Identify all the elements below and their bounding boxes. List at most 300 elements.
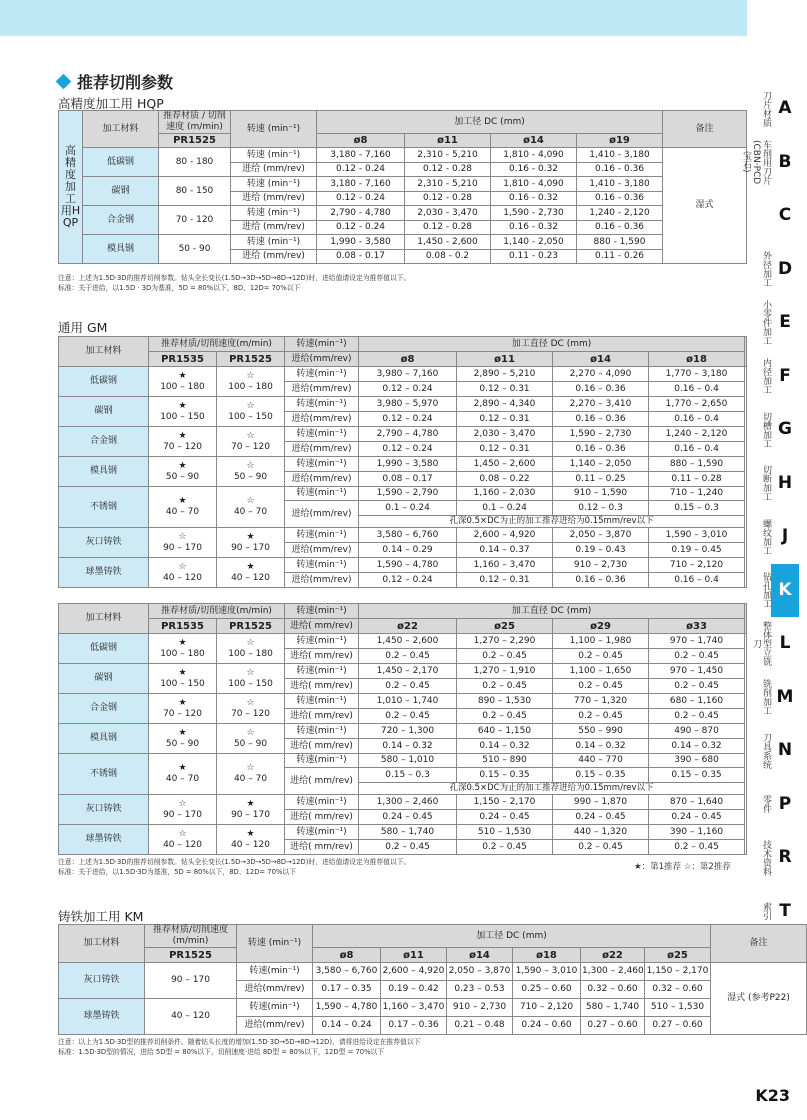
deep-hole-note: 孔深0.5×DC为止的加工推荐进给为0.15mm/rev以下: [359, 783, 745, 795]
speed-value: 1,450 – 2,600: [359, 634, 457, 649]
speed-value: 580 – 1,010: [359, 754, 457, 768]
grade2-cell: [217, 397, 285, 427]
chapter-tab-b[interactable]: [741, 136, 800, 189]
top-banner: [0, 0, 747, 36]
header-recommend: 推荐材质/切削速度 (m/min): [145, 925, 237, 948]
speed-value: 2,600 – 4,920: [457, 528, 553, 543]
material-cell: 灰口铸铁: [59, 528, 149, 558]
grade2-cell: [217, 634, 285, 664]
speed-value: 1,410 - 3,180: [577, 177, 663, 192]
chapter-tab-h[interactable]: [747, 457, 800, 510]
speed-value: 440 – 1,320: [553, 825, 649, 840]
speed-value: 1,100 – 1,980: [553, 634, 649, 649]
chapter-tab-label: 车削用刀片 (CBN·PCD 宝石): [741, 139, 771, 185]
material-cell: 模具钢: [83, 235, 159, 264]
speed-value: 1,450 – 2,600: [457, 457, 553, 472]
chapter-tab-label: 切槽加工: [761, 411, 771, 448]
feed-value: 0.16 – 0.36: [553, 412, 649, 427]
table-row: [59, 177, 747, 192]
table-row: [59, 724, 747, 739]
table-row: [59, 206, 747, 221]
cutting-speed: 90 – 170: [163, 809, 202, 820]
chapter-tab-p[interactable]: [747, 778, 800, 831]
feed-value: 0.12 – 0.24: [359, 573, 457, 588]
chapter-tab-label: 刀具系统: [761, 732, 771, 769]
table-row: [59, 111, 747, 134]
chapter-tab-d[interactable]: [747, 243, 800, 296]
grade-header: PR1525: [217, 352, 285, 367]
feed-value: 0.2 – 0.45: [359, 840, 457, 855]
feed-value: 0.16 - 0.36: [577, 192, 663, 206]
recommend-star-icon: ☆: [178, 828, 187, 839]
speed-value: 550 – 990: [553, 724, 649, 739]
cutting-speed: 50 – 90: [233, 471, 268, 482]
speed-value: 580 – 1,740: [581, 999, 645, 1017]
feed-label: 进给 (mm/rev): [231, 163, 317, 177]
feed-value: 0.2 – 0.45: [553, 679, 649, 694]
diameter-header: ø18: [649, 352, 745, 367]
chapter-tab-letter: A: [778, 98, 792, 118]
feed-label: 进给( mm/rev): [285, 768, 359, 795]
chapter-tab-label: 技术资料: [761, 839, 771, 876]
speed-value: 390 – 680: [649, 754, 745, 768]
speed-label: 转速(min⁻¹): [285, 427, 359, 442]
speed-label: 转速(min⁻¹): [285, 487, 359, 501]
recommend-star-icon: ★: [178, 727, 187, 738]
chapter-tab-letter: R: [778, 847, 792, 867]
cutting-speed: 100 – 150: [160, 678, 205, 689]
recommend-star-icon: ★: [178, 370, 187, 381]
chapter-tab-g[interactable]: [747, 403, 800, 456]
grade1-cell: [149, 634, 217, 664]
feed-value: 0.12 – 0.3: [553, 501, 649, 516]
grade2-cell: [217, 528, 285, 558]
header-feed: 进给(mm/rev): [285, 352, 359, 367]
cutting-speed: 100 – 150: [228, 411, 273, 422]
feed-label: 进给(mm/rev): [285, 412, 359, 427]
feed-value: 0.14 – 0.32: [649, 739, 745, 754]
feed-value: 0.12 – 0.31: [457, 382, 553, 397]
grade2-cell: [217, 694, 285, 724]
table-row: [59, 948, 807, 963]
speed-value: 970 – 1,740: [649, 634, 745, 649]
header-speed: 转速(min⁻¹): [285, 337, 359, 352]
speed-value: 1,150 – 2,170: [457, 795, 553, 810]
speed-value: 1,990 – 3,580: [359, 457, 457, 472]
feed-label: 进给( mm/rev): [285, 840, 359, 855]
speed-value: 880 - 1,590: [577, 235, 663, 250]
cutting-speed: 70 – 120: [163, 441, 202, 452]
km-table: [58, 924, 807, 1035]
grade1-cell: [149, 397, 217, 427]
chapter-tab-letter: T: [779, 900, 791, 921]
chapter-tab-r[interactable]: [747, 831, 800, 884]
grade-header: PR1525: [159, 134, 231, 148]
feed-value: 0.2 – 0.45: [359, 709, 457, 724]
speed-value: 1,590 – 4,780: [359, 558, 457, 573]
feed-value: 0.12 – 0.31: [457, 442, 553, 457]
header-material: 加工材料: [59, 604, 149, 634]
table-row: [59, 795, 747, 810]
feed-value: 0.16 – 0.36: [553, 382, 649, 397]
speed-value: 2,030 – 3,470: [457, 427, 553, 442]
speed-label: 转速(min⁻¹): [285, 754, 359, 768]
speed-value: 1,810 - 4,090: [491, 148, 577, 163]
cutting-speed: 40 – 70: [165, 507, 200, 517]
table-row: [59, 352, 747, 367]
header-feed: 进给( mm/rev): [285, 619, 359, 634]
speed-label: 转速(min⁻¹): [285, 397, 359, 412]
grade1-cell: [149, 825, 217, 855]
chapter-tab-label: 内径加工: [761, 358, 771, 394]
material-cell: 合金钢: [59, 427, 149, 457]
feed-label: 进给( mm/rev): [285, 649, 359, 664]
recommend-star-icon: ☆: [178, 531, 187, 542]
cutting-speed: 50 – 90: [233, 738, 268, 749]
feed-value: 0.14 – 0.37: [457, 543, 553, 558]
header-speed: 转速 (min⁻¹): [237, 925, 313, 963]
recommend-star-icon: ★: [178, 430, 187, 441]
recommend-star-icon: ☆: [178, 798, 187, 809]
feed-value: 0.19 – 0.42: [381, 981, 447, 999]
speed-value: 1,160 – 3,470: [457, 558, 553, 573]
chapter-tab-j[interactable]: [747, 510, 800, 563]
feed-value: 0.23 – 0.53: [447, 981, 513, 999]
hqp-table: [58, 110, 747, 264]
feed-value: 0.11 – 0.25: [553, 472, 649, 487]
recommend-star-icon: ☆: [246, 727, 255, 738]
speed-value: 710 – 1,240: [649, 487, 745, 501]
grade1-cell: [149, 427, 217, 457]
speed-value: 510 – 1,530: [645, 999, 711, 1017]
speed-value: 2,790 – 4,780: [359, 427, 457, 442]
feed-label: 进给(mm/rev): [285, 543, 359, 558]
speed-value: 890 – 1,530: [457, 694, 553, 709]
speed-value: 870 – 1,640: [649, 795, 745, 810]
grade1-cell: [149, 694, 217, 724]
speed-value: 2,270 – 3,410: [553, 397, 649, 412]
speed-value: 2,890 – 5,210: [457, 367, 553, 382]
t4-note2: 标准：1.5D·3D型的情况，进给 5D型 = 80%以下，切削速度·进给 8D型 = 80%以下，12D型 = 70%以下: [58, 1048, 385, 1056]
speed-value: 1,270 – 1,910: [457, 664, 553, 679]
header-diameter: 加工直径 DC (mm): [359, 337, 745, 352]
feed-value: 0.11 - 0.23: [491, 250, 577, 264]
speed-value: 1,990 - 3,580: [317, 235, 405, 250]
diameter-header: ø11: [457, 352, 553, 367]
feed-value: 0.11 - 0.26: [577, 250, 663, 264]
feed-value: 0.15 – 0.3: [649, 501, 745, 516]
grade2-cell: [217, 457, 285, 487]
feed-value: 0.16 – 0.36: [553, 442, 649, 457]
diameter-header: ø14: [447, 948, 513, 963]
grade-header: PR1535: [149, 352, 217, 367]
speed-value: 1,590 – 3,010: [649, 528, 745, 543]
cutting-speed: 100 – 150: [160, 411, 205, 422]
speed-label: 转速(min⁻¹): [237, 963, 313, 981]
cutting-speed: 90 – 170: [231, 542, 270, 553]
feed-label: 进给(mm/rev): [285, 573, 359, 588]
grade1-cell: [149, 367, 217, 397]
feed-value: 0.2 – 0.45: [553, 709, 649, 724]
grade2-cell: [217, 367, 285, 397]
speed-label: 转速 (min⁻¹): [231, 206, 317, 221]
chapter-tab-label: 螺纹加工: [761, 518, 771, 555]
feed-value: 0.32 – 0.60: [645, 981, 711, 999]
speed-value: 1,770 – 2,650: [649, 397, 745, 412]
header-diameter: 加工直径 DC (mm): [359, 604, 745, 619]
diameter-header: ø33: [649, 619, 745, 634]
diameter-header: ø8: [313, 948, 381, 963]
diameter-header: ø8: [359, 352, 457, 367]
feed-value: 0.21 – 0.48: [447, 1017, 513, 1035]
chapter-tab-letter: M: [776, 686, 794, 707]
speed-value: 680 – 1,160: [649, 694, 745, 709]
chapter-tab-letter: H: [777, 472, 793, 493]
feed-value: 0.24 – 0.60: [513, 1017, 581, 1035]
feed-value: 0.32 – 0.60: [581, 981, 645, 999]
cutting-speed: 40 – 120: [163, 839, 202, 850]
chapter-tab-m[interactable]: [747, 671, 800, 724]
diameter-header: ø11: [381, 948, 447, 963]
feed-value: 0.17 – 0.36: [381, 1017, 447, 1035]
speed-label: 转速(min⁻¹): [285, 528, 359, 543]
t1-subtitle: 高精度加工用 HQP: [58, 96, 164, 111]
cutting-speed: 100 – 180: [160, 648, 205, 659]
header-recommend: 推荐材质/切削速度(m/min): [149, 604, 285, 619]
table-row: [59, 427, 747, 442]
material-cell: 灰口铸铁: [59, 963, 145, 999]
feed-value: 0.12 - 0.24: [317, 163, 405, 177]
feed-value: 0.2 – 0.45: [649, 679, 745, 694]
chapter-tab-letter: G: [778, 419, 792, 439]
chapter-tab-n[interactable]: [747, 724, 800, 777]
speed-value: 580 – 1,740: [359, 825, 457, 840]
feed-label: 进给(mm/rev): [285, 382, 359, 397]
header-material: 加工材料: [59, 337, 149, 367]
speed-value: 3,580 – 6,760: [313, 963, 381, 981]
feed-value: 0.11 – 0.28: [649, 472, 745, 487]
speed-value: 1,450 - 2,600: [405, 235, 491, 250]
chapter-tab-f[interactable]: [747, 350, 800, 403]
grade1-cell: [149, 754, 217, 795]
feed-value: 0.2 – 0.45: [649, 840, 745, 855]
feed-value: 0.25 – 0.60: [513, 981, 581, 999]
speed-value: 1,140 – 2,050: [553, 457, 649, 472]
chapter-tab-letter: K: [771, 564, 799, 617]
chapter-tab-letter: D: [777, 258, 793, 279]
cutting-speed-cell: 50 - 90: [159, 235, 231, 264]
feed-value: 0.16 – 0.36: [553, 573, 649, 588]
recommend-star-icon: ★: [246, 828, 255, 839]
cutting-speed-cell: 90 – 170: [145, 963, 237, 999]
chapter-tab-k[interactable]: [747, 564, 800, 617]
grade2-cell: [217, 427, 285, 457]
feed-value: 0.24 – 0.45: [649, 810, 745, 825]
chapter-tab-letter: C: [778, 205, 792, 225]
grade2-cell: [217, 825, 285, 855]
speed-label: 转速(min⁻¹): [285, 795, 359, 810]
material-cell: 球墨铸铁: [59, 999, 145, 1035]
table-row: [59, 457, 747, 472]
vertical-label: 高精度加工用HQP: [59, 111, 83, 264]
chapter-tab-letter: L: [779, 633, 791, 653]
cutting-speed: 90 – 170: [231, 809, 270, 820]
feed-value: 0.14 – 0.29: [359, 543, 457, 558]
speed-value: 3,180 - 7,160: [317, 177, 405, 192]
feed-value: 0.16 - 0.32: [491, 163, 577, 177]
table-row: [59, 634, 747, 649]
cutting-speed: 40 – 120: [231, 572, 270, 583]
speed-value: 2,310 - 5,210: [405, 177, 491, 192]
cutting-speed-cell: 80 - 150: [159, 177, 231, 206]
chapter-tab-letter: E: [779, 312, 791, 332]
speed-value: 910 – 1,590: [553, 487, 649, 501]
grade1-cell: [149, 724, 217, 754]
header-material: 加工材料: [83, 111, 159, 148]
chapter-tab-label: 索引: [761, 902, 771, 920]
speed-label: 转速 (min⁻¹): [231, 235, 317, 250]
speed-value: 1,160 – 3,470: [381, 999, 447, 1017]
feed-value: 0.2 – 0.45: [553, 649, 649, 664]
feed-label: 进给 (mm/rev): [231, 250, 317, 264]
feed-value: 0.2 – 0.45: [457, 709, 553, 724]
cutting-speed-cell: 40 – 120: [145, 999, 237, 1035]
feed-value: 0.16 - 0.32: [491, 221, 577, 235]
speed-label: 转速(min⁻¹): [237, 999, 313, 1017]
chapter-tab-letter: P: [778, 793, 792, 814]
chapter-tab-letter: B: [778, 151, 792, 172]
diameter-header: ø19: [577, 134, 663, 148]
speed-value: 720 – 1,300: [359, 724, 457, 739]
chapter-tab-label: 整体型立铣刀: [751, 621, 771, 666]
speed-value: 510 – 890: [457, 754, 553, 768]
diameter-header: ø14: [553, 352, 649, 367]
feed-value: 0.14 – 0.32: [359, 739, 457, 754]
header-remark: 备注: [711, 925, 807, 963]
feed-value: 0.19 – 0.43: [553, 543, 649, 558]
recommend-star-icon: ★: [178, 460, 187, 471]
chapter-tab-t[interactable]: [747, 885, 800, 938]
header-speed: 转速 (min⁻¹): [231, 111, 317, 148]
page-number: K23: [755, 1086, 790, 1105]
cutting-speed: 100 – 180: [228, 381, 273, 392]
cutting-speed: 90 – 170: [163, 542, 202, 553]
feed-value: 0.12 - 0.24: [317, 192, 405, 206]
cutting-speed: 100 – 180: [160, 381, 205, 392]
remark-cell: 湿式: [663, 148, 747, 264]
section-title: [58, 70, 173, 93]
feed-value: 0.12 – 0.24: [359, 382, 457, 397]
deep-hole-note: 孔深0.5×DC为止的加工推荐进给为0.15mm/rev以下: [359, 516, 745, 528]
t4-notes: [58, 1037, 420, 1057]
speed-label: 转速 (min⁻¹): [231, 148, 317, 163]
speed-value: 3,180 - 7,160: [317, 148, 405, 163]
speed-value: 1,810 - 4,090: [491, 177, 577, 192]
table-row: [59, 487, 747, 501]
chapter-tab-e[interactable]: [747, 296, 800, 349]
chapter-tab-l[interactable]: [747, 617, 800, 670]
speed-value: 1,140 - 2,050: [491, 235, 577, 250]
feed-value: 0.12 – 0.24: [359, 412, 457, 427]
speed-value: 2,050 – 3,870: [553, 528, 649, 543]
feed-value: 0.27 – 0.60: [645, 1017, 711, 1035]
speed-value: 2,790 - 4,780: [317, 206, 405, 221]
feed-label: 进给(mm/rev): [285, 501, 359, 528]
feed-value: 0.16 - 0.32: [491, 192, 577, 206]
recommend-star-icon: ★: [178, 763, 187, 773]
recommend-star-icon: ★: [246, 531, 255, 542]
speed-value: 970 – 1,450: [649, 664, 745, 679]
feed-value: 0.2 – 0.45: [553, 840, 649, 855]
speed-label: 转速(min⁻¹): [285, 367, 359, 382]
grade1-cell: [149, 558, 217, 588]
speed-value: 1,010 – 1,740: [359, 694, 457, 709]
recommend-star-icon: ★: [178, 496, 187, 506]
recommend-star-icon: ☆: [246, 697, 255, 708]
material-cell: 模具钢: [59, 724, 149, 754]
feed-value: 0.12 - 0.28: [405, 192, 491, 206]
speed-label: 转速(min⁻¹): [285, 634, 359, 649]
speed-value: 2,600 – 4,920: [381, 963, 447, 981]
grade1-cell: [149, 528, 217, 558]
chapter-tab-label: 铣削加工: [761, 679, 771, 715]
feed-label: 进给(mm/rev): [285, 472, 359, 487]
grade2-cell: [217, 664, 285, 694]
cutting-speed: 40 – 120: [231, 839, 270, 850]
feed-label: 进给( mm/rev): [285, 709, 359, 724]
cutting-speed-cell: 80 - 180: [159, 148, 231, 177]
feed-value: 0.24 – 0.45: [359, 810, 457, 825]
feed-value: 0.24 – 0.45: [457, 810, 553, 825]
chapter-tab-c[interactable]: [747, 189, 800, 242]
feed-value: 0.15 – 0.35: [457, 768, 553, 783]
table-row: [59, 694, 747, 709]
grade-header: PR1525: [145, 948, 237, 963]
table-row: [59, 619, 747, 634]
speed-value: 3,980 – 7,160: [359, 367, 457, 382]
grade2-cell: [217, 487, 285, 528]
chapter-tab-a[interactable]: [747, 82, 800, 135]
grade2-cell: [217, 754, 285, 795]
cutting-speed: 40 – 120: [163, 572, 202, 583]
recommend-star-icon: ☆: [246, 667, 255, 678]
table-row: [59, 235, 747, 250]
speed-value: 710 – 2,120: [513, 999, 581, 1017]
feed-value: 0.2 – 0.45: [649, 709, 745, 724]
feed-value: 0.08 – 0.22: [457, 472, 553, 487]
t3-note1: 注意：上述为1.5D·3D的推荐切削参数。钻头全长变长(1.5D→3D→5D→8D→12D)时，进给值请设定为推荐值以下。: [58, 858, 411, 866]
material-cell: 合金钢: [83, 206, 159, 235]
feed-value: 0.08 - 0.17: [317, 250, 405, 264]
feed-value: 0.2 – 0.45: [457, 840, 553, 855]
chapter-tab-letter: F: [779, 365, 791, 386]
speed-label: 转速(min⁻¹): [285, 664, 359, 679]
chapter-tab-label: 零件: [761, 795, 771, 813]
speed-value: 910 – 2,730: [553, 558, 649, 573]
feed-value: 0.15 – 0.35: [553, 768, 649, 783]
material-cell: 不锈钢: [59, 487, 149, 528]
feed-value: 0.1 – 0.24: [359, 501, 457, 516]
remark-cell: 湿式 (参考P22): [711, 963, 807, 1035]
feed-label: 进给( mm/rev): [285, 679, 359, 694]
feed-value: 0.17 – 0.35: [313, 981, 381, 999]
grade-header: PR1525: [217, 619, 285, 634]
diameter-header: ø22: [359, 619, 457, 634]
feed-value: 0.12 – 0.24: [359, 442, 457, 457]
chapter-tab-label: 钻孔加工: [761, 572, 771, 608]
feed-value: 0.16 - 0.36: [577, 221, 663, 235]
feed-label: 进给 (mm/rev): [231, 192, 317, 206]
